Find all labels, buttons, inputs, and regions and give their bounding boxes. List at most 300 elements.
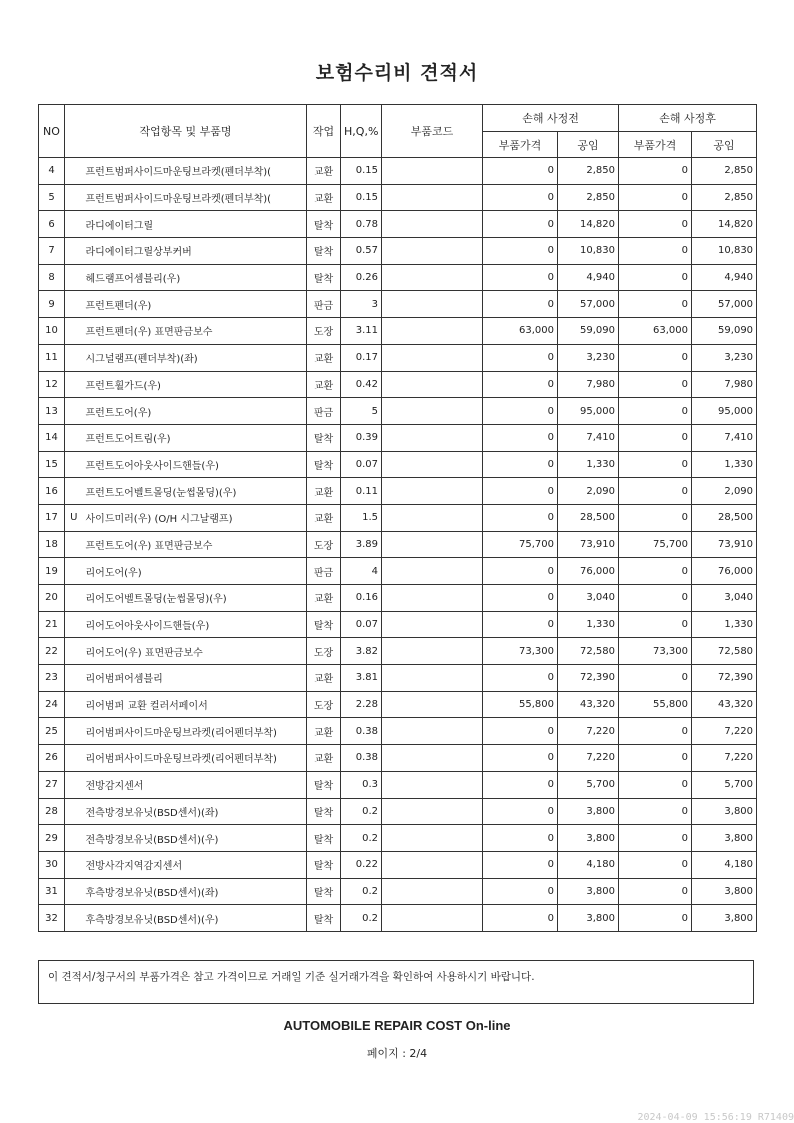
- row-after-part-price: 0: [619, 211, 692, 238]
- row-mark: [65, 318, 83, 345]
- row-work-type: 탈착: [307, 878, 341, 905]
- row-before-labor: 59,090: [558, 318, 619, 345]
- row-work-type: 탈착: [307, 905, 341, 932]
- row-before-part-price: 73,300: [483, 638, 558, 665]
- row-item-name: 리어범퍼 교환 컬러서페이서: [83, 691, 307, 718]
- row-mark: [65, 478, 83, 505]
- row-part-code: [382, 371, 483, 398]
- row-part-code: [382, 611, 483, 638]
- row-mark: [65, 905, 83, 932]
- row-mark: [65, 665, 83, 692]
- row-before-part-price: 0: [483, 424, 558, 451]
- row-after-labor: 28,500: [692, 504, 757, 531]
- table-row: [39, 264, 757, 291]
- table-row: [39, 691, 757, 718]
- row-no: 16: [39, 478, 65, 505]
- row-part-code: [382, 638, 483, 665]
- row-after-labor: 73,910: [692, 531, 757, 558]
- table-row: [39, 638, 757, 665]
- row-no: 12: [39, 371, 65, 398]
- row-part-code: [382, 478, 483, 505]
- row-hq: 0.15: [341, 158, 382, 185]
- row-before-labor: 72,580: [558, 638, 619, 665]
- table-row: [39, 478, 757, 505]
- row-no: 11: [39, 344, 65, 371]
- row-no: 25: [39, 718, 65, 745]
- row-after-part-price: 75,700: [619, 531, 692, 558]
- row-item-name: 시그널램프(펜더부착)(좌): [83, 344, 307, 371]
- row-before-part-price: 0: [483, 158, 558, 185]
- row-no: 22: [39, 638, 65, 665]
- row-part-code: [382, 424, 483, 451]
- row-before-labor: 1,330: [558, 451, 619, 478]
- row-mark: [65, 291, 83, 318]
- row-after-labor: 1,330: [692, 451, 757, 478]
- row-part-code: [382, 451, 483, 478]
- row-before-labor: 72,390: [558, 665, 619, 692]
- header-after-labor: 공임: [692, 132, 757, 158]
- row-after-labor: 7,410: [692, 424, 757, 451]
- row-before-part-price: 0: [483, 371, 558, 398]
- row-before-part-price: 0: [483, 451, 558, 478]
- row-item-name: 프런트도어(우) 표면판금보수: [83, 531, 307, 558]
- row-before-labor: 57,000: [558, 291, 619, 318]
- row-hq: 0.22: [341, 851, 382, 878]
- row-no: 20: [39, 585, 65, 612]
- row-after-part-price: 0: [619, 718, 692, 745]
- row-hq: 0.2: [341, 825, 382, 852]
- row-before-part-price: 0: [483, 745, 558, 772]
- row-hq: 0.26: [341, 264, 382, 291]
- row-work-type: 탈착: [307, 771, 341, 798]
- row-before-labor: 43,320: [558, 691, 619, 718]
- header-before-part-price: 부품가격: [483, 132, 558, 158]
- row-hq: 3.11: [341, 318, 382, 345]
- table-row: [39, 878, 757, 905]
- table-row: [39, 318, 757, 345]
- table-row: [39, 451, 757, 478]
- row-before-labor: 3,040: [558, 585, 619, 612]
- table-row: [39, 398, 757, 425]
- table-row: [39, 158, 757, 185]
- row-part-code: [382, 825, 483, 852]
- row-item-name: 전방사각지역감지센서: [83, 851, 307, 878]
- row-part-code: [382, 211, 483, 238]
- table-row: [39, 745, 757, 772]
- row-before-labor: 95,000: [558, 398, 619, 425]
- table-row: [39, 184, 757, 211]
- row-work-type: 교환: [307, 371, 341, 398]
- row-part-code: [382, 691, 483, 718]
- row-work-type: 교환: [307, 718, 341, 745]
- row-before-labor: 10,830: [558, 238, 619, 265]
- document-title: 보험수리비 견적서: [315, 62, 479, 84]
- row-item-name: 프런트펜더(우): [83, 291, 307, 318]
- row-before-labor: 7,220: [558, 718, 619, 745]
- row-after-labor: 7,220: [692, 745, 757, 772]
- row-before-labor: 3,800: [558, 905, 619, 932]
- row-item-name: 프런트도어트림(우): [83, 424, 307, 451]
- row-work-type: 교환: [307, 344, 341, 371]
- row-item-name: 리어도어(우): [83, 558, 307, 585]
- row-hq: 0.11: [341, 478, 382, 505]
- row-mark: [65, 238, 83, 265]
- row-item-name: 리어범퍼어셈블리: [83, 665, 307, 692]
- row-hq: 2.28: [341, 691, 382, 718]
- row-part-code: [382, 291, 483, 318]
- row-item-name: 전측방경보유닛(BSD센서)(우): [83, 825, 307, 852]
- row-no: 6: [39, 211, 65, 238]
- row-mark: [65, 558, 83, 585]
- row-work-type: 도장: [307, 638, 341, 665]
- row-before-labor: 2,090: [558, 478, 619, 505]
- row-before-part-price: 0: [483, 558, 558, 585]
- row-mark: [65, 211, 83, 238]
- row-part-code: [382, 264, 483, 291]
- row-before-labor: 73,910: [558, 531, 619, 558]
- row-mark: [65, 264, 83, 291]
- table-row: [39, 905, 757, 932]
- row-item-name: 사이드미러(우) (O/H 시그날램프): [83, 504, 307, 531]
- row-hq: 0.07: [341, 611, 382, 638]
- row-item-name: 프런트도어아웃사이드핸들(우): [83, 451, 307, 478]
- row-before-part-price: 0: [483, 665, 558, 692]
- row-after-part-price: 55,800: [619, 691, 692, 718]
- row-hq: 0.42: [341, 371, 382, 398]
- row-after-part-price: 0: [619, 238, 692, 265]
- row-work-type: 탈착: [307, 825, 341, 852]
- row-no: 27: [39, 771, 65, 798]
- row-no: 7: [39, 238, 65, 265]
- table-row: [39, 238, 757, 265]
- row-part-code: [382, 398, 483, 425]
- row-no: 5: [39, 184, 65, 211]
- row-after-part-price: 0: [619, 558, 692, 585]
- row-work-type: 교환: [307, 504, 341, 531]
- row-mark: [65, 771, 83, 798]
- row-item-name: 후측방경보유닛(BSD센서)(우): [83, 905, 307, 932]
- row-mark: [65, 344, 83, 371]
- row-work-type: 탈착: [307, 611, 341, 638]
- print-timestamp: 2024-04-09 15:56:19 R71409: [637, 1112, 794, 1123]
- row-part-code: [382, 344, 483, 371]
- row-before-part-price: 0: [483, 398, 558, 425]
- row-hq: 0.07: [341, 451, 382, 478]
- row-mark: [65, 398, 83, 425]
- row-item-name: 라디에이터그릴: [83, 211, 307, 238]
- row-hq: 0.2: [341, 905, 382, 932]
- row-after-part-price: 0: [619, 478, 692, 505]
- row-part-code: [382, 851, 483, 878]
- row-item-name: 프런트펜더(우) 표면판금보수: [83, 318, 307, 345]
- row-after-labor: 2,090: [692, 478, 757, 505]
- row-no: 10: [39, 318, 65, 345]
- row-work-type: 탈착: [307, 451, 341, 478]
- row-after-part-price: 0: [619, 611, 692, 638]
- row-before-labor: 28,500: [558, 504, 619, 531]
- row-item-name: 리어범퍼사이드마운팅브라켓(리어펜더부착): [83, 745, 307, 772]
- row-part-code: [382, 504, 483, 531]
- row-mark: [65, 745, 83, 772]
- row-item-name: 전측방경보유닛(BSD센서)(좌): [83, 798, 307, 825]
- header-before-labor: 공임: [558, 132, 619, 158]
- page-number: 페이지 : 2/4: [366, 1047, 428, 1060]
- row-before-part-price: 0: [483, 851, 558, 878]
- row-before-part-price: 0: [483, 905, 558, 932]
- row-before-labor: 76,000: [558, 558, 619, 585]
- row-mark: U: [65, 504, 83, 531]
- row-hq: 0.38: [341, 745, 382, 772]
- row-after-part-price: 0: [619, 504, 692, 531]
- row-work-type: 탈착: [307, 424, 341, 451]
- row-work-type: 판금: [307, 558, 341, 585]
- row-before-part-price: 0: [483, 825, 558, 852]
- row-hq: 3: [341, 291, 382, 318]
- row-before-part-price: 0: [483, 184, 558, 211]
- row-before-part-price: 75,700: [483, 531, 558, 558]
- header-item: 작업항목 및 부품명: [65, 105, 307, 158]
- row-before-part-price: 0: [483, 238, 558, 265]
- row-after-part-price: 0: [619, 398, 692, 425]
- row-after-part-price: 63,000: [619, 318, 692, 345]
- row-after-part-price: 0: [619, 851, 692, 878]
- table-row: [39, 851, 757, 878]
- row-before-part-price: 0: [483, 771, 558, 798]
- row-after-part-price: 0: [619, 184, 692, 211]
- row-part-code: [382, 558, 483, 585]
- row-before-part-price: 63,000: [483, 318, 558, 345]
- row-after-part-price: 0: [619, 905, 692, 932]
- row-item-name: 후측방경보유닛(BSD센서)(좌): [83, 878, 307, 905]
- row-work-type: 교환: [307, 478, 341, 505]
- row-work-type: 교환: [307, 184, 341, 211]
- row-mark: [65, 691, 83, 718]
- row-after-part-price: 0: [619, 585, 692, 612]
- row-after-labor: 59,090: [692, 318, 757, 345]
- row-after-part-price: 73,300: [619, 638, 692, 665]
- row-before-labor: 3,800: [558, 878, 619, 905]
- row-mark: [65, 184, 83, 211]
- row-after-labor: 7,220: [692, 718, 757, 745]
- row-no: 29: [39, 825, 65, 852]
- row-before-labor: 3,800: [558, 825, 619, 852]
- row-before-labor: 5,700: [558, 771, 619, 798]
- row-after-part-price: 0: [619, 878, 692, 905]
- row-mark: [65, 825, 83, 852]
- row-no: 18: [39, 531, 65, 558]
- row-no: 23: [39, 665, 65, 692]
- row-no: 17: [39, 504, 65, 531]
- row-before-labor: 3,230: [558, 344, 619, 371]
- table-row: [39, 424, 757, 451]
- row-before-labor: 7,220: [558, 745, 619, 772]
- row-after-labor: 3,800: [692, 825, 757, 852]
- row-hq: 0.16: [341, 585, 382, 612]
- row-item-name: 프런트도어벨트몰딩(눈썹몰딩)(우): [83, 478, 307, 505]
- table-row: [39, 718, 757, 745]
- row-mark: [65, 878, 83, 905]
- row-before-part-price: 0: [483, 611, 558, 638]
- row-after-labor: 3,800: [692, 878, 757, 905]
- footer-brand: AUTOMOBILE REPAIR COST On-line: [283, 1018, 511, 1033]
- row-after-part-price: 0: [619, 665, 692, 692]
- table-row: [39, 825, 757, 852]
- row-mark: [65, 638, 83, 665]
- row-after-part-price: 0: [619, 158, 692, 185]
- row-item-name: 프런트범퍼사이드마운팅브라켓(펜더부착)(: [83, 184, 307, 211]
- row-mark: [65, 424, 83, 451]
- price-notice: 이 견적서/청구서의 부품가격은 참고 가격이므로 거래일 기준 실거래가격을 확인하여 사용하시기 바랍니다.: [38, 960, 754, 1004]
- row-work-type: 탈착: [307, 211, 341, 238]
- row-no: 26: [39, 745, 65, 772]
- header-after-part-price: 부품가격: [619, 132, 692, 158]
- row-after-labor: 2,850: [692, 184, 757, 211]
- row-after-part-price: 0: [619, 344, 692, 371]
- table-row: [39, 371, 757, 398]
- row-mark: [65, 531, 83, 558]
- row-part-code: [382, 318, 483, 345]
- row-item-name: 프런트도어(우): [83, 398, 307, 425]
- row-after-labor: 76,000: [692, 558, 757, 585]
- row-hq: 5: [341, 398, 382, 425]
- row-before-labor: 2,850: [558, 158, 619, 185]
- row-before-part-price: 0: [483, 291, 558, 318]
- row-work-type: 교환: [307, 745, 341, 772]
- row-hq: 0.15: [341, 184, 382, 211]
- header-hq: H,Q,%: [341, 105, 382, 158]
- row-part-code: [382, 878, 483, 905]
- row-no: 15: [39, 451, 65, 478]
- row-before-part-price: 0: [483, 585, 558, 612]
- table-row: [39, 585, 757, 612]
- row-hq: 4: [341, 558, 382, 585]
- row-part-code: [382, 798, 483, 825]
- row-before-labor: 14,820: [558, 211, 619, 238]
- row-after-part-price: 0: [619, 424, 692, 451]
- row-after-labor: 43,320: [692, 691, 757, 718]
- row-mark: [65, 611, 83, 638]
- row-no: 32: [39, 905, 65, 932]
- row-work-type: 교환: [307, 665, 341, 692]
- header-before-adjustment: 손해 사정전: [483, 105, 619, 132]
- row-no: 13: [39, 398, 65, 425]
- row-before-labor: 4,180: [558, 851, 619, 878]
- table-header: [39, 105, 757, 158]
- row-after-labor: 72,580: [692, 638, 757, 665]
- row-after-labor: 72,390: [692, 665, 757, 692]
- table-row: [39, 291, 757, 318]
- table-row: [39, 344, 757, 371]
- row-work-type: 도장: [307, 531, 341, 558]
- table-body: [39, 158, 757, 932]
- table-row: [39, 211, 757, 238]
- row-no: 24: [39, 691, 65, 718]
- table-row: [39, 771, 757, 798]
- row-part-code: [382, 158, 483, 185]
- row-work-type: 판금: [307, 291, 341, 318]
- row-work-type: 탈착: [307, 851, 341, 878]
- row-item-name: 전방감지센서: [83, 771, 307, 798]
- row-no: 19: [39, 558, 65, 585]
- row-after-labor: 3,230: [692, 344, 757, 371]
- row-hq: 3.89: [341, 531, 382, 558]
- row-before-labor: 1,330: [558, 611, 619, 638]
- row-after-labor: 3,800: [692, 905, 757, 932]
- row-work-type: 판금: [307, 398, 341, 425]
- table-row: [39, 504, 757, 531]
- row-mark: [65, 371, 83, 398]
- row-item-name: 리어도어아웃사이드핸들(우): [83, 611, 307, 638]
- row-after-part-price: 0: [619, 798, 692, 825]
- row-no: 14: [39, 424, 65, 451]
- row-part-code: [382, 745, 483, 772]
- row-item-name: 리어도어벨트몰딩(눈썹몰딩)(우): [83, 585, 307, 612]
- row-part-code: [382, 771, 483, 798]
- table-row: [39, 531, 757, 558]
- row-mark: [65, 798, 83, 825]
- row-before-labor: 7,980: [558, 371, 619, 398]
- table-row: [39, 665, 757, 692]
- row-part-code: [382, 905, 483, 932]
- row-after-labor: 3,800: [692, 798, 757, 825]
- row-no: 28: [39, 798, 65, 825]
- row-after-labor: 4,940: [692, 264, 757, 291]
- table-row: [39, 798, 757, 825]
- row-part-code: [382, 531, 483, 558]
- estimate-table: [38, 104, 757, 932]
- row-after-labor: 5,700: [692, 771, 757, 798]
- row-after-part-price: 0: [619, 771, 692, 798]
- row-item-name: 프런트범퍼사이드마운팅브라켓(펜더부착)(: [83, 158, 307, 185]
- row-part-code: [382, 238, 483, 265]
- row-item-name: 리어도어(우) 표면판금보수: [83, 638, 307, 665]
- row-hq: 0.2: [341, 798, 382, 825]
- header-no: NO: [39, 105, 65, 158]
- row-before-part-price: 0: [483, 798, 558, 825]
- row-hq: 0.17: [341, 344, 382, 371]
- table-row: [39, 558, 757, 585]
- header-part-code: 부품코드: [382, 105, 483, 158]
- row-before-part-price: 0: [483, 478, 558, 505]
- row-after-part-price: 0: [619, 825, 692, 852]
- row-hq: 3.81: [341, 665, 382, 692]
- row-work-type: 탈착: [307, 238, 341, 265]
- row-after-part-price: 0: [619, 371, 692, 398]
- row-no: 31: [39, 878, 65, 905]
- row-before-labor: 4,940: [558, 264, 619, 291]
- row-work-type: 도장: [307, 318, 341, 345]
- row-hq: 3.82: [341, 638, 382, 665]
- row-no: 4: [39, 158, 65, 185]
- row-no: 9: [39, 291, 65, 318]
- row-after-labor: 57,000: [692, 291, 757, 318]
- row-work-type: 탈착: [307, 798, 341, 825]
- row-after-labor: 3,040: [692, 585, 757, 612]
- row-item-name: 헤드램프어셈블리(우): [83, 264, 307, 291]
- row-hq: 0.78: [341, 211, 382, 238]
- row-before-part-price: 0: [483, 878, 558, 905]
- row-before-labor: 2,850: [558, 184, 619, 211]
- row-hq: 0.57: [341, 238, 382, 265]
- row-after-labor: 14,820: [692, 211, 757, 238]
- row-after-labor: 7,980: [692, 371, 757, 398]
- row-before-part-price: 0: [483, 504, 558, 531]
- row-part-code: [382, 585, 483, 612]
- row-mark: [65, 718, 83, 745]
- header-after-adjustment: 손해 사정후: [619, 105, 757, 132]
- row-before-labor: 3,800: [558, 798, 619, 825]
- row-before-part-price: 0: [483, 211, 558, 238]
